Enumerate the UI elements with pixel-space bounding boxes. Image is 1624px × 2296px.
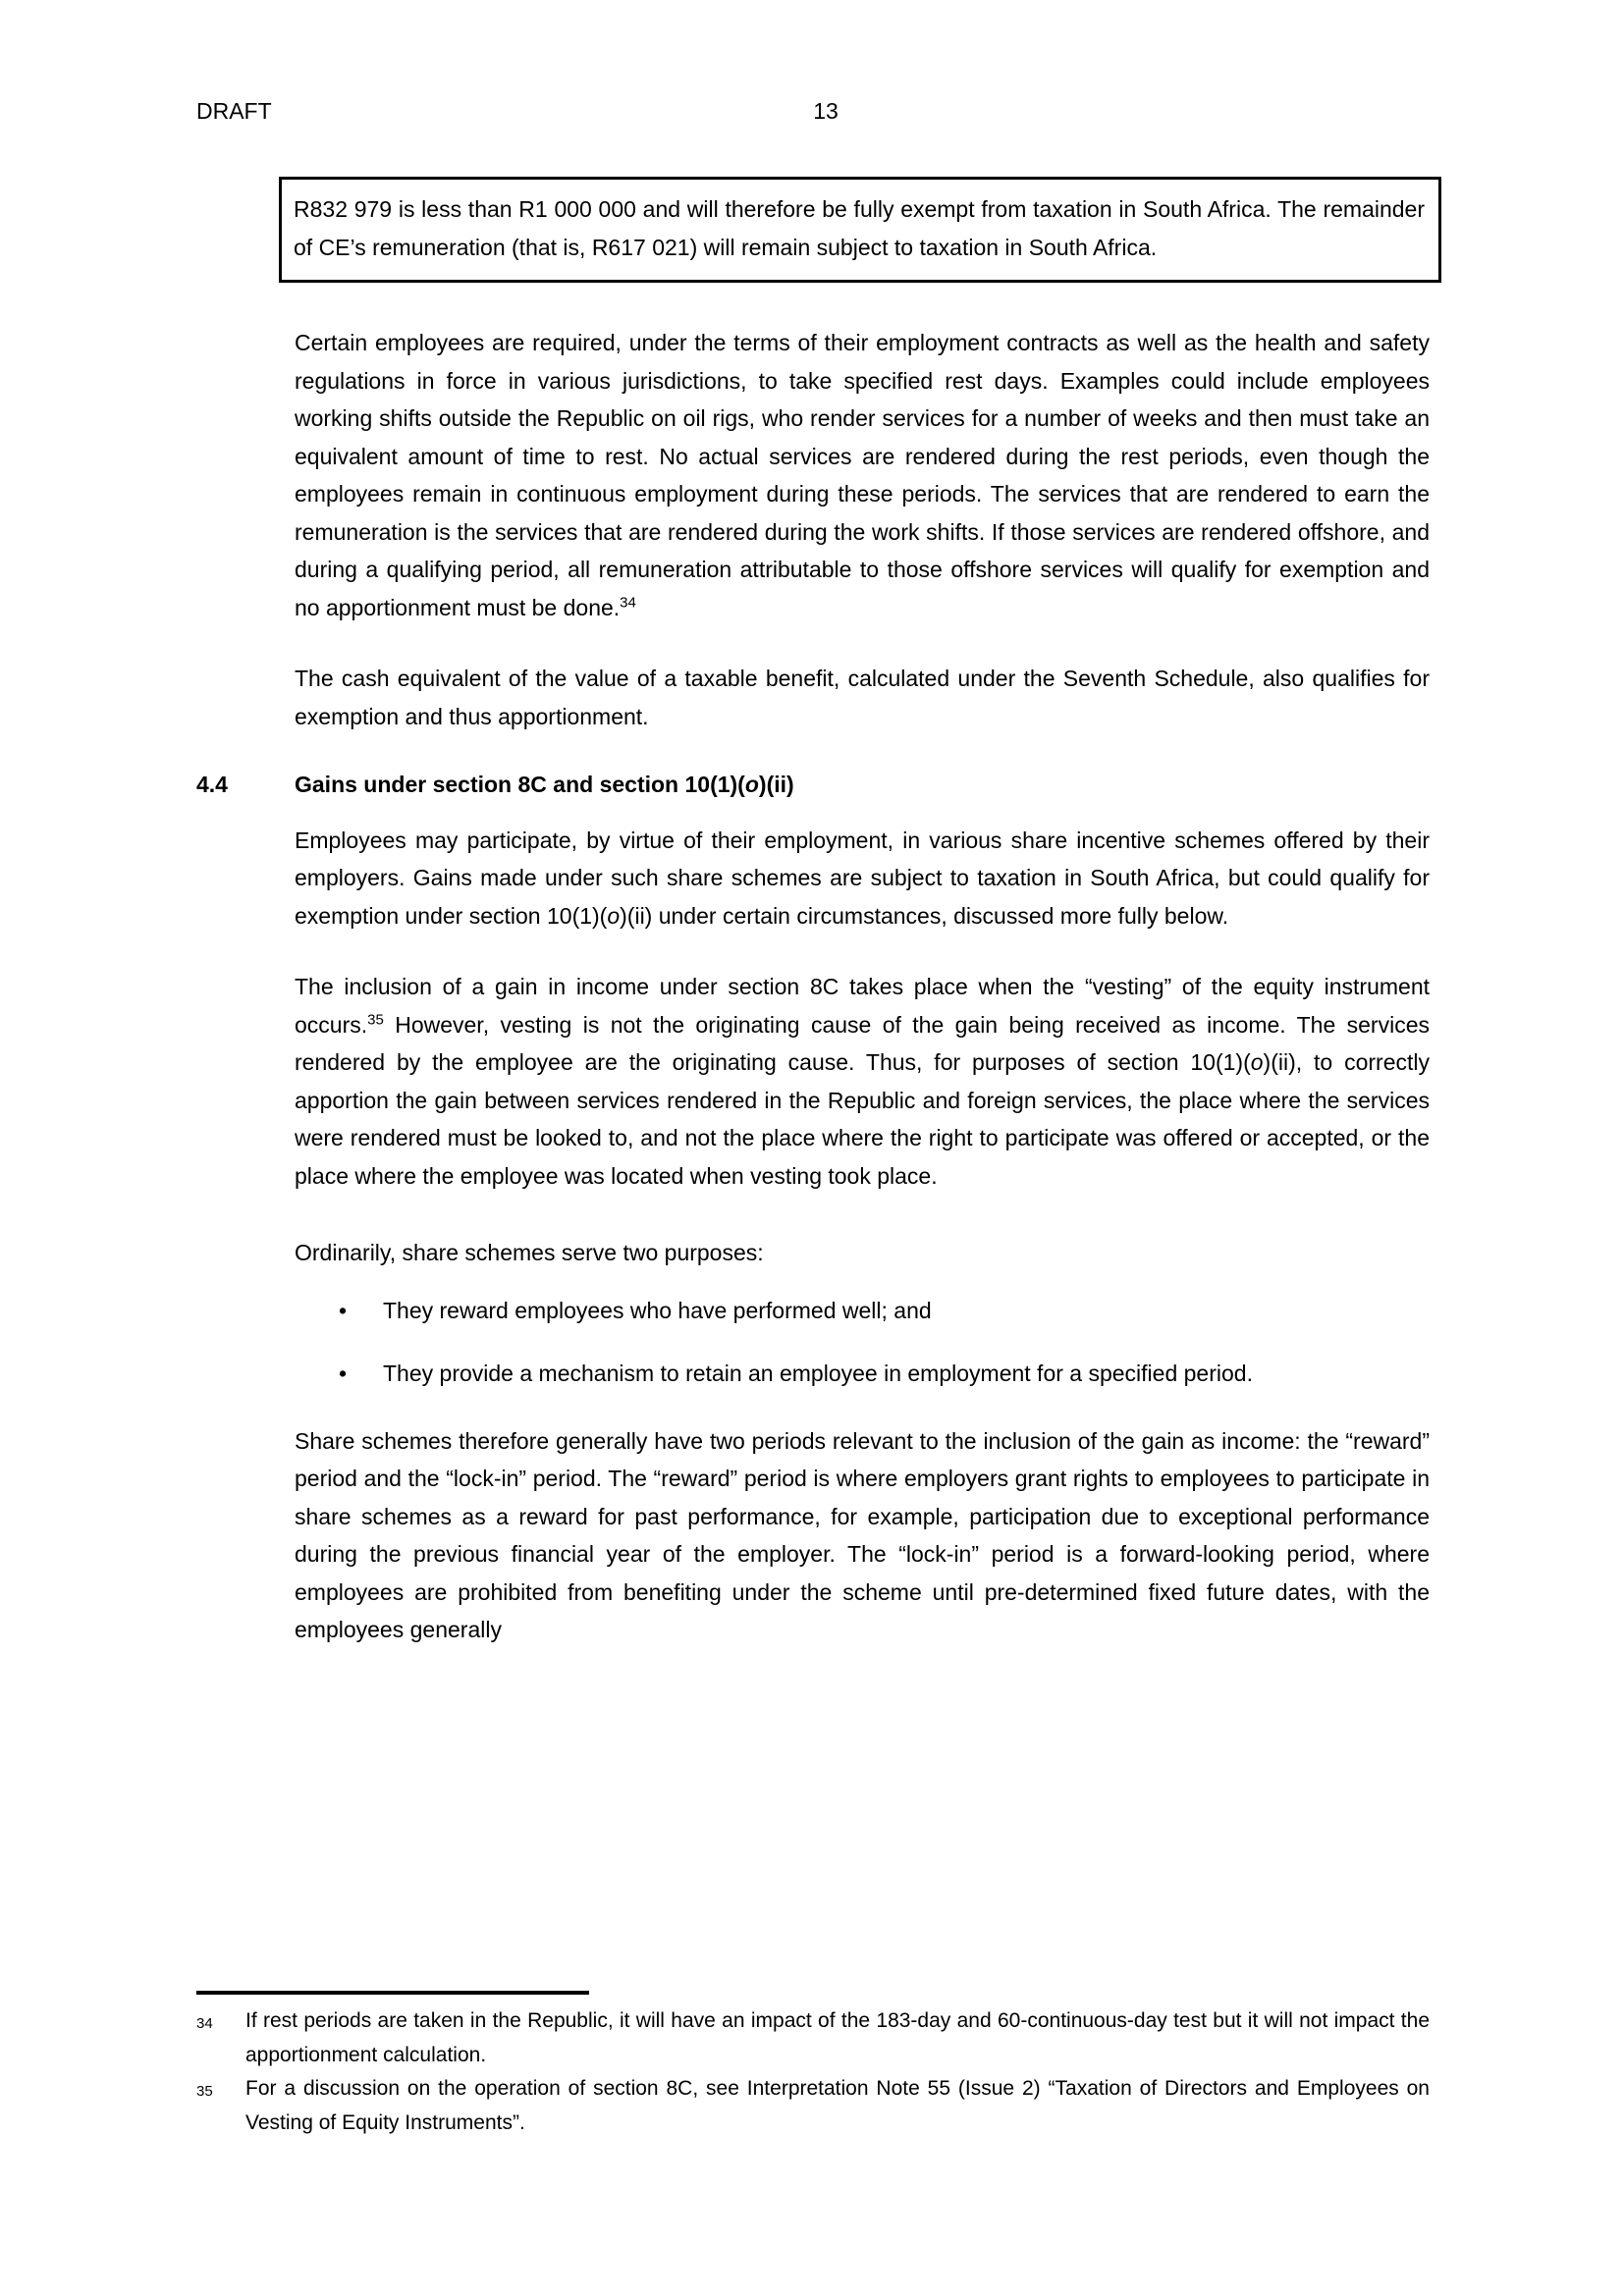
footnote-34-marker: 34: [196, 2015, 213, 2032]
section-heading-4-4: [196, 766, 1430, 804]
example-result-text: R832 979 is less than R1 000 000 and will therefore be fully exempt from taxation in South Africa. The remainder of CE’s remuneration (that is, R617 021) will remain subject to taxation in South Africa.: [294, 196, 1425, 260]
bullet-icon: •: [339, 1361, 348, 1386]
footnote-35: [196, 2072, 1430, 2140]
footnote-34: [196, 2004, 1430, 2072]
bullet-icon: •: [339, 1297, 348, 1323]
paragraph-two-periods: Share schemes therefore generally have two periods relevant to the inclusion of the gain as income: the “reward” period and the “lock-in” period. The “reward” period is where employers grant rights to employees to participate in share schemes as a reward for past performance, for example, participation due to exceptional performance during the previous financial year of the employer. The “lock-in” period is a forward-looking period, where employees are prohibited from benefiting under the scheme until pre-determined fixed future dates, with the employees generally: [295, 1427, 1430, 1642]
document-body: [196, 177, 1430, 1649]
draft-watermark-label: DRAFT: [196, 98, 272, 124]
footnote-35-marker: 35: [196, 2083, 213, 2100]
paragraph-cash-equivalent: The cash equivalent of the value of a taxable benefit, calculated under the Seventh Schedule, also qualifies for exemption and thus apportionment.: [295, 666, 1430, 729]
footnote-separator-rule: [196, 1991, 589, 1995]
paragraph-rest-days: Certain employees are required, under the terms of their employment contracts as well as the health and safety regulations in force in various jurisdictions, to take specified rest days. Examples could include employees working shifts outside the Republic on oil rigs, who render services for a number of weeks and then must take an equivalent amount of time to rest. No actual services are rendered during the rest periods, even though the employees remain in continuous employment during these periods. The services that are rendered to earn the remuneration is the services that are rendered during the work shifts. If those services are rendered offshore, and during a qualifying period, all remuneration attributable to those offshore services will qualify for exemption and no apportionment must be done.$^{34}$: [295, 330, 1430, 620]
bullet-retention-text: They provide a mechanism to retain an employee in employment for a specified period.: [383, 1361, 1253, 1386]
page-number: 13: [813, 98, 839, 124]
section-title: Gains under section 8C and section 10(1)(o)(ii): [295, 772, 794, 797]
paragraph-purposes-intro: Ordinarily, share schemes serve two purposes:: [295, 1240, 764, 1265]
paragraph-share-participation: Employees may participate, by virtue of their employment, in various share incentive schemes offered by their employers. Gains made under such share schemes are subject to taxation in South Africa, but could qualify for exemption under section 10(1)(o)(ii) under certain circumstances, discussed more fully below.: [295, 827, 1430, 929]
example-result-box: [279, 177, 1441, 283]
running-header: [196, 98, 1455, 130]
footnote-34-text: If rest periods are taken in the Republic, it will have an impact of the 183-day and 60-continuous-day test but it will not impact the apportionment calculation.: [245, 2009, 1430, 2066]
bullet-reward-text: They reward employees who have performed well; and: [383, 1297, 932, 1323]
section-number: 4.4: [196, 772, 228, 797]
bullet-retention: [339, 1355, 1429, 1393]
footnote-35-text: For a discussion on the operation of section 8C, see Interpretation Note 55 (Issue 2) “Taxation of Directors and Employees on Vesting of Equity Instruments”.: [245, 2077, 1430, 2134]
footnotes-section: [196, 1991, 1430, 2140]
paragraph-vesting: The inclusion of a gain in income under section 8C takes place when the “vesting” of the equity instrument occurs.$^{35}$ However, vesting is not the originating cause of the gain being received as income. The services rendered by the employee are the originating cause. Thus, for purposes of section 10(1)(o)(ii), to correctly apportion the gain between services rendered in the Republic and foreign services, the place where the services were rendered must be looked to, and not the place where the right to participate was offered or accepted, or the place where the employee was located when vesting took place.: [295, 974, 1431, 1189]
bullet-reward: [339, 1292, 1429, 1330]
